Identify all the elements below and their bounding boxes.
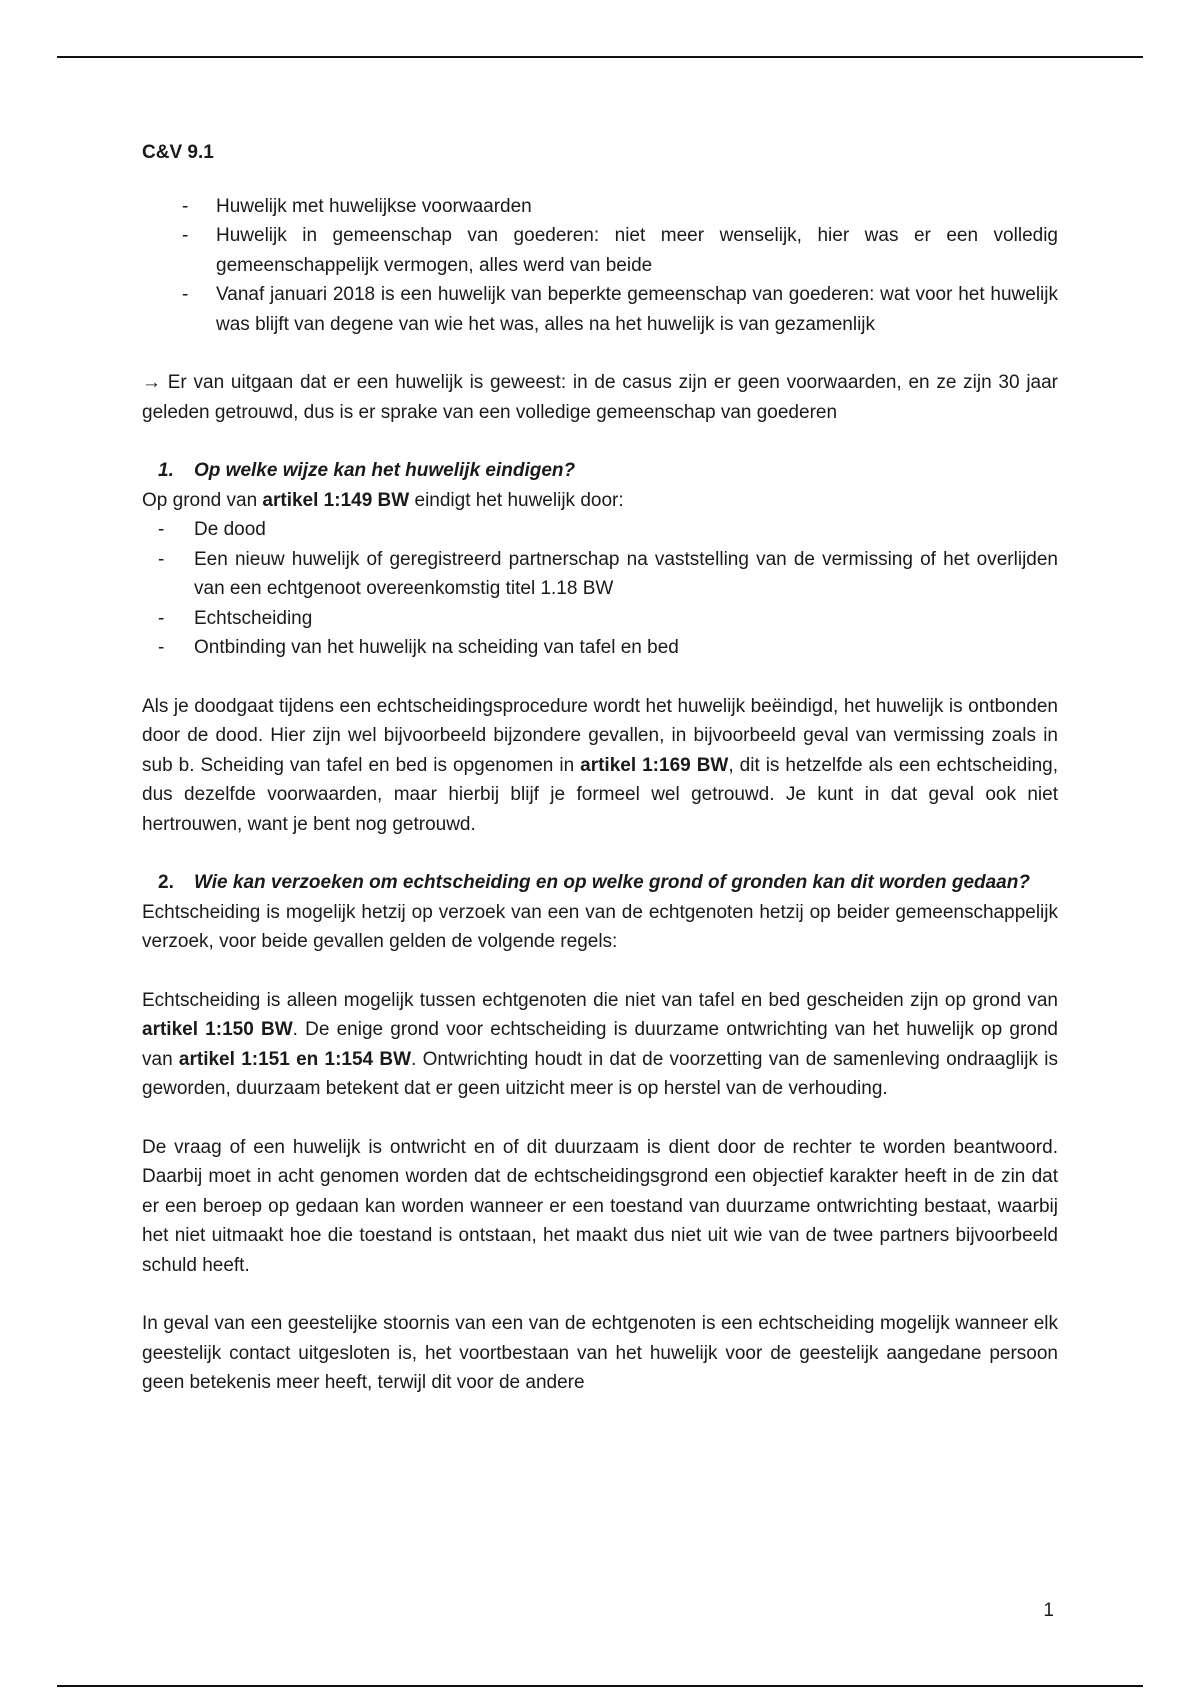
q1-lead: Op grond van artikel 1:149 BW eindigt het huwelijk door: [142, 489, 624, 511]
question-2-heading [142, 868, 1058, 898]
q2-paragraph-2: Echtscheiding is alleen mogelijk tussen echtgenoten die niet van tafel en bed gescheiden zijn op grond van artikel 1:150 BW. De enige grond voor echtscheiding is duurzame ontwrichting van het huwelijk op grond van artikel 1:151 en 1:154 BW. Ontwrichting houdt in dat de voorzetting van de samenleving ondraaglijk is geworden, duurzaam betekent dat er geen uitzicht meer is op herstel van de verhouding. [142, 989, 1058, 1099]
q2-paragraph-4: In geval van een geestelijke stoornis van een van de echtgenoten is een echtscheiding mogelijk wanneer elk geestelijk contact uitgesloten is, het voortbestaan van het huwelijk voor de geestelijk aangedane persoon geen betekenis meer heeft, terwijl dit voor de andere [142, 1313, 1058, 1393]
article-ref: artikel 1:150 BW [142, 1019, 293, 1040]
footer-rule [57, 1685, 1143, 1687]
q2-paragraph-1: Echtscheiding is mogelijk hetzij op verzoek van een van de echtgenoten hetzij op beider gemeenschappelijk verzoek, voor beide gevallen gelden de volgende regels: [142, 901, 1058, 952]
question-text: Wie kan verzoeken om echtscheiding en op welke grond of gronden kan dit worden gedaan? [194, 872, 1030, 893]
page-number: 1 [1043, 1600, 1054, 1621]
list-item: - Huwelijk in gemeenschap van goederen: niet meer wenselijk, hier was er een volledig gemeenschappelijk vermogen, alles werd van beide [142, 221, 1058, 280]
list-item: - Een nieuw huwelijk of geregistreerd partnerschap na vaststelling van de vermissing of het overlijden van een echtgenoot overeenkomstig titel 1.18 BW [142, 545, 1058, 604]
list-item: - Ontbinding van het huwelijk na scheiding van tafel en bed [142, 633, 1058, 663]
question-1-heading [142, 456, 1058, 486]
article-ref: artikel 1:149 BW [262, 489, 410, 511]
question-text: Op welke wijze kan het huwelijk eindigen? [194, 460, 576, 481]
q1-paragraph: Als je doodgaat tijdens een echtscheidingsprocedure wordt het huwelijk beëindigd, het huwelijk is ontbonden door de dood. Hier zijn wel bijvoorbeeld bijzondere gevallen, in bijvoorbeeld geval van vermissing zoals in sub b. Scheiding van tafel en bed is opgenomen in artikel 1:169 BW, dit is hetzelfde als een echtscheiding, dus dezelfde voorwaarden, maar hierbij blijf je formeel wel getrouwd. Je kunt in dat geval ook niet hertrouwen, want je bent nog getrouwd. [142, 695, 1058, 835]
list-item: - Vanaf januari 2018 is een huwelijk van beperkte gemeenschap van goederen: wat voor het huwelijk was blijft van degene van wie het was, alles na het huwelijk is van gezamenlijk [142, 280, 1058, 339]
intro-bullet-list [142, 192, 1058, 340]
arrow-paragraph: → Er van uitgaan dat er een huwelijk is geweest: in de casus zijn er geen voorwaarden, en ze zijn 30 jaar geleden getrouwd, dus is er sprake van een volledige gemeenschap van goederen [142, 372, 1058, 423]
article-ref: artikel 1:169 BW [580, 754, 729, 776]
document-title: C&V 9.1 [142, 142, 214, 163]
q1-bullet-list [142, 515, 1058, 663]
document-page [142, 138, 1058, 1398]
question-number: 2. [158, 872, 174, 893]
article-ref: artikel 1:151 en 1:154 BW [178, 1048, 412, 1070]
list-item: - Echtscheiding [142, 604, 1058, 634]
list-item: - Huwelijk met huwelijkse voorwaarden [142, 192, 1058, 222]
header-rule [57, 56, 1143, 58]
question-number: 1. [158, 460, 174, 481]
list-item: - De dood [142, 515, 1058, 545]
q2-paragraph-3: De vraag of een huwelijk is ontwricht en of dit duurzaam is dient door de rechter te worden beantwoord. Daarbij moet in acht genomen worden dat de echtscheidingsgrond een objectief karakter heeft in de zin dat er een beroep op gedaan kan worden wanneer er een toestand van duurzame ontwrichting bestaat, waarbij het niet uitmaakt hoe die toestand is ontstaan, het maakt dus niet uit wie van de twee partners bijvoorbeeld schuld heeft. [142, 1136, 1058, 1276]
